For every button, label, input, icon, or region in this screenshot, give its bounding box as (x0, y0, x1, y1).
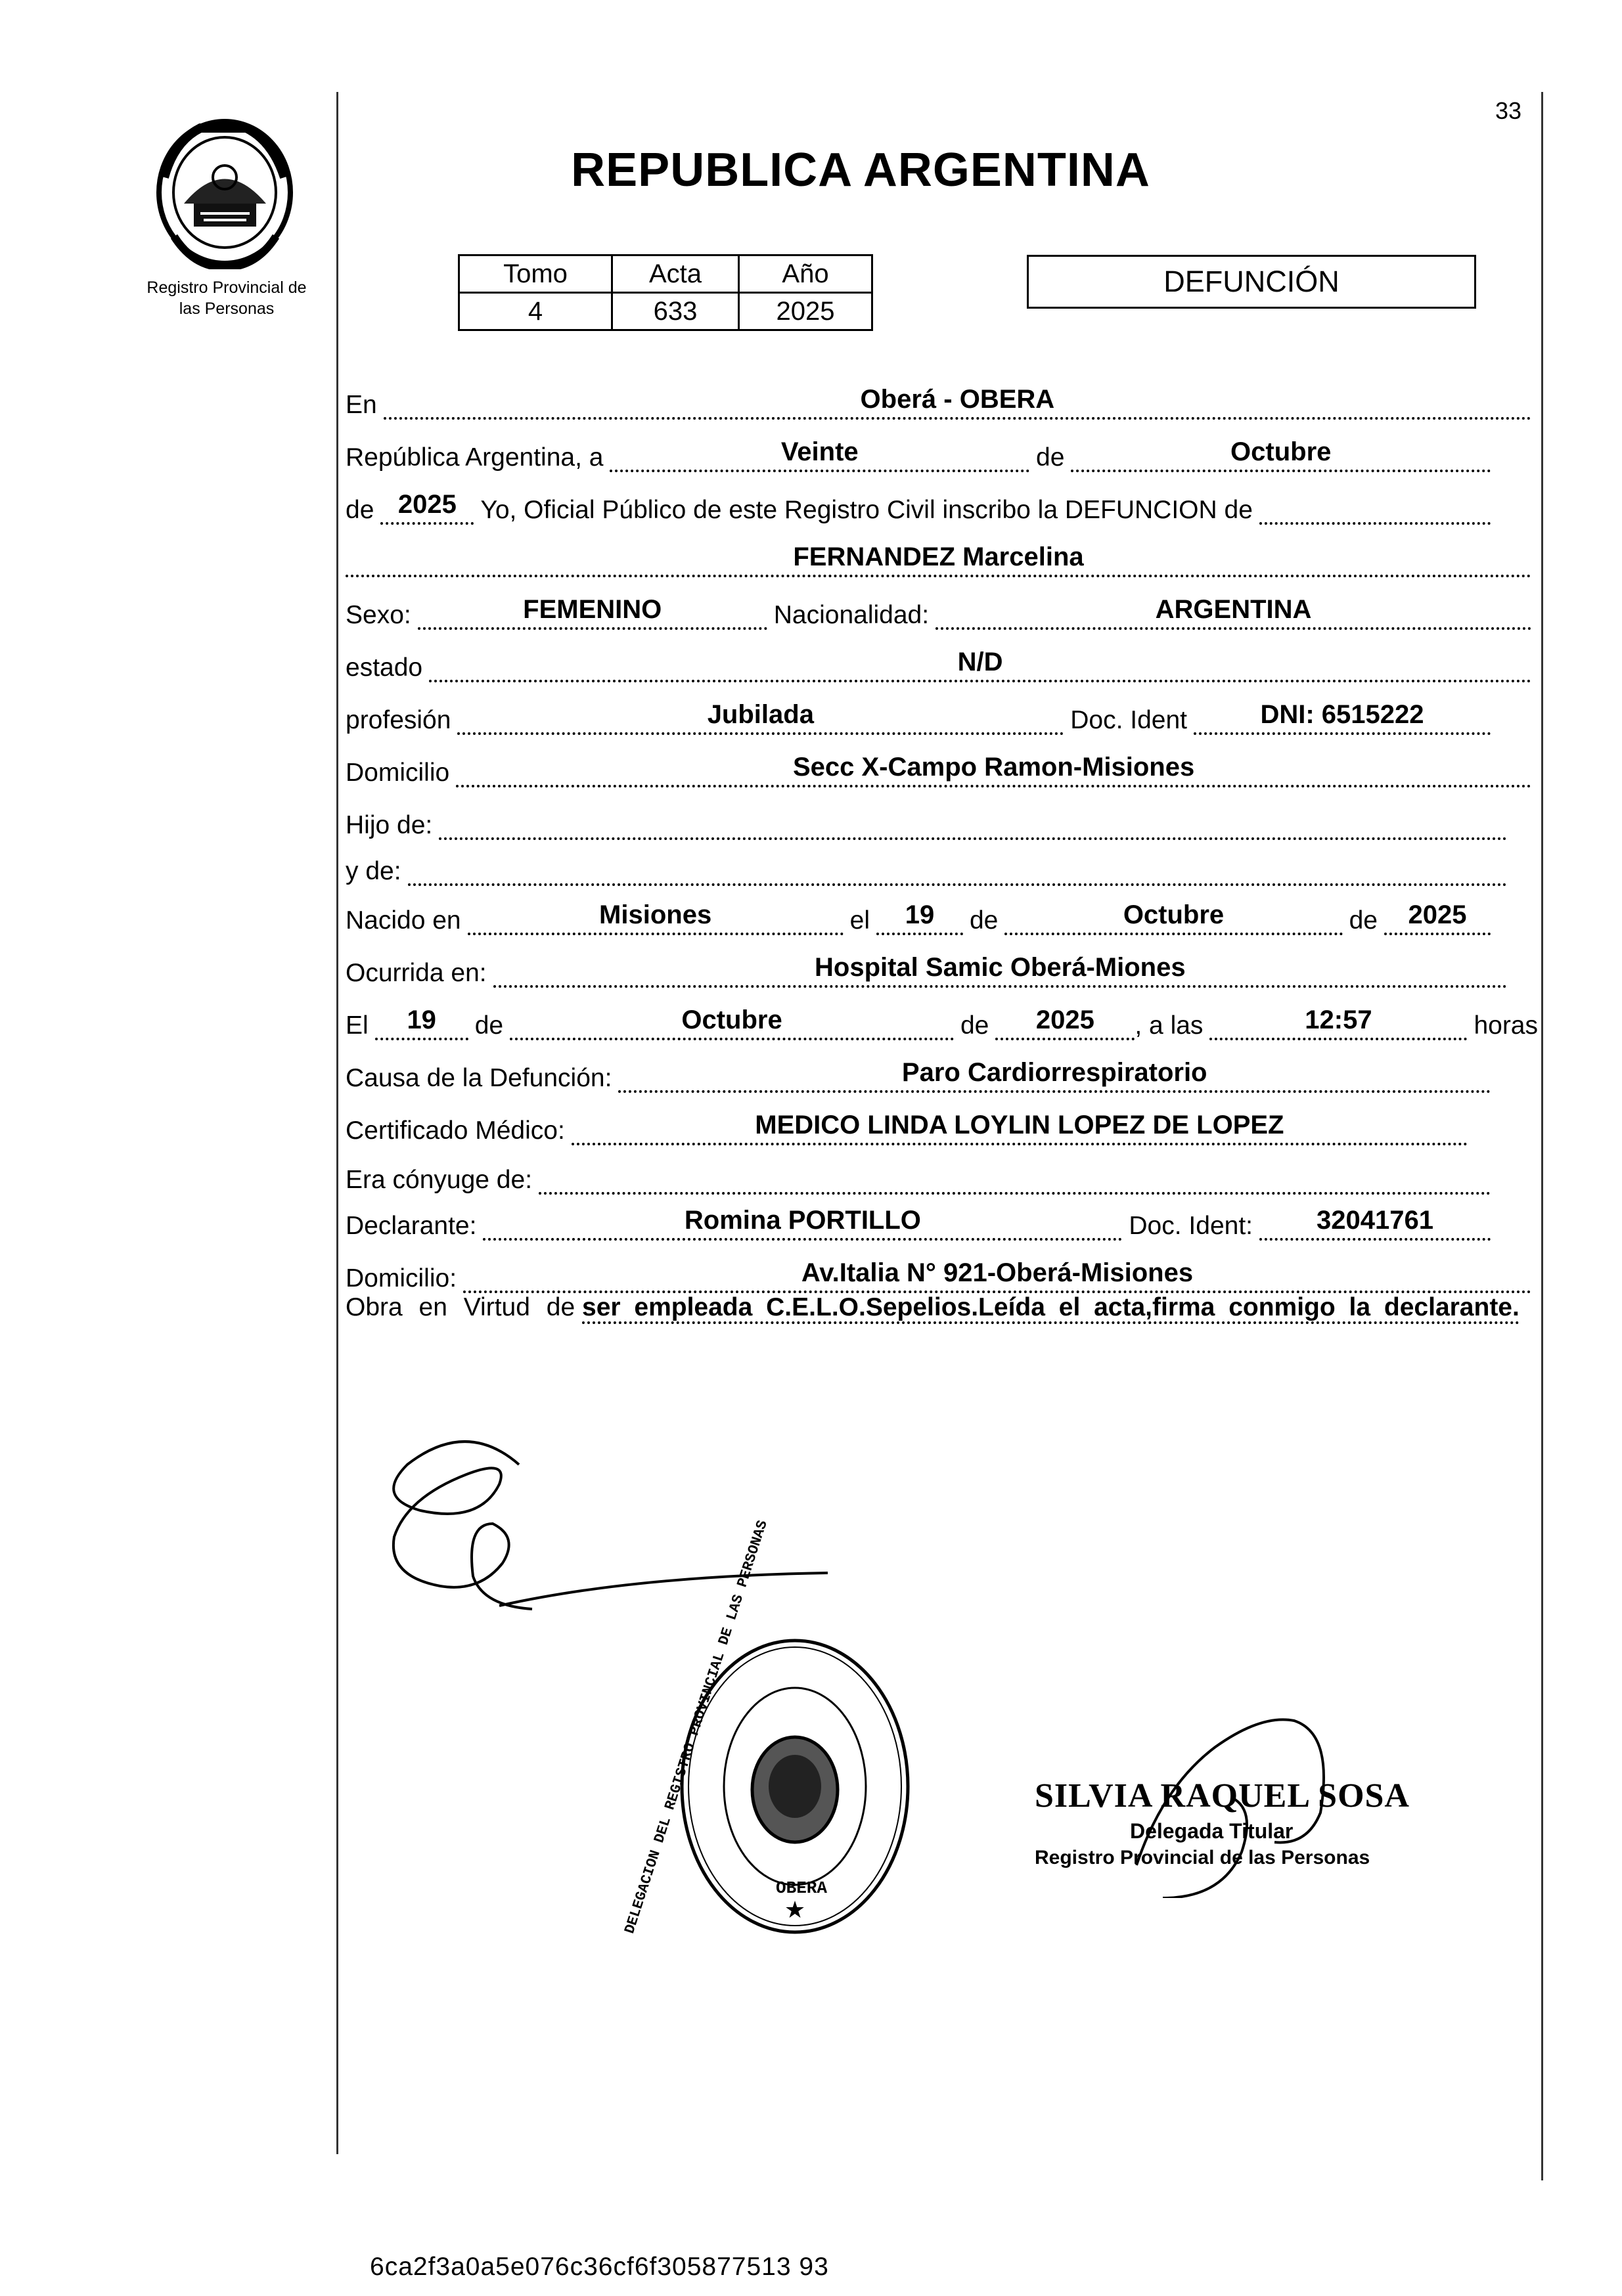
obra-value: ser empleada C.E.L.O.Sepelios.Leída el acta,firma conmigo la declarante. (582, 1293, 1520, 1324)
birth-month-value: Octubre (1004, 900, 1342, 935)
registry-caption (112, 277, 342, 319)
ocurrida-value: Hospital Samic Oberá-Miones (493, 953, 1507, 988)
causa-label: Causa de la Defunción: (346, 1064, 612, 1092)
obra-label: Obra en Virtud de (346, 1293, 575, 1321)
republic-label: República Argentina, a (346, 443, 604, 472)
inscription-text: Yo, Oficial Público de este Registro Civil inscribo la DEFUNCION de (480, 496, 1253, 524)
page-number: 33 (1495, 97, 1522, 124)
profesion-label: profesión (346, 706, 451, 734)
declarante-doc-value: 32041761 (1259, 1206, 1491, 1241)
row-birth (346, 893, 1497, 935)
conyuge-label: Era cónyuge de: (346, 1166, 533, 1194)
death-de-label-2: de (960, 1011, 989, 1040)
sexo-label: Sexo: (346, 601, 411, 629)
seal-outer-text: DELEGACION DEL REGISTRO PROVINCIAL DE LAS PERSONAS (621, 1518, 771, 1936)
row-address (346, 745, 1538, 787)
de-label-2: de (346, 496, 374, 524)
conyuge-blank (539, 1163, 1491, 1195)
row-inscription (346, 483, 1497, 525)
acta-value: 633 (612, 293, 739, 330)
declarante-label: Declarante: (346, 1212, 477, 1240)
estado-value: N/D (429, 648, 1531, 682)
inscription-blank (1259, 493, 1491, 525)
row-spouse (346, 1153, 1497, 1195)
hijo-blank (439, 808, 1507, 840)
left-margin-rule (336, 92, 338, 2154)
death-day-value: 19 (375, 1005, 468, 1040)
obra-paragraph (346, 1291, 1538, 1325)
ano-header: Año (739, 255, 872, 293)
death-el-label: El (346, 1011, 369, 1040)
tomo-header: Tomo (459, 255, 612, 293)
registry-caption-line1: Registro Provincial de (146, 278, 307, 297)
seal-text (621, 1518, 893, 1936)
province-emblem-graphic (154, 115, 296, 269)
acta-header: Acta (612, 255, 739, 293)
birth-year-value: 2025 (1384, 900, 1491, 935)
tomo-value: 4 (459, 293, 612, 330)
death-year-value: 2025 (995, 1005, 1135, 1040)
row-occurred (346, 946, 1514, 988)
nacido-value: Misiones (468, 900, 844, 935)
row-deceased-name (346, 535, 1538, 577)
doc-value: DNI: 6515222 (1194, 700, 1491, 735)
svg-text:★: ★ (784, 1896, 806, 1923)
causa-value: Paro Cardiorrespiratorio (618, 1058, 1491, 1093)
estado-label: estado (346, 653, 423, 682)
birth-de-label-1: de (969, 906, 999, 935)
birth-day-value: 19 (876, 900, 963, 935)
place-value: Oberá - OBERA (384, 385, 1531, 420)
seal-bottom-text: OBERA (775, 1878, 827, 1898)
row-profession (346, 693, 1497, 735)
deceased-name-value: FERNANDEZ Marcelina (346, 542, 1531, 577)
el-label: el (849, 906, 870, 935)
domicilio-value: Secc X-Campo Ramon-Misiones (456, 753, 1531, 787)
volume-table-header-row (459, 255, 872, 293)
row-parent-1 (346, 798, 1514, 840)
certificado-value: MEDICO LINDA LOYLIN LOPEZ DE LOPEZ (572, 1111, 1468, 1145)
hijo-label: Hijo de: (346, 811, 433, 839)
nacido-label: Nacido en (346, 906, 461, 935)
nacionalidad-value: ARGENTINA (935, 595, 1531, 630)
domicilio2-value: Av.Italia N° 921-Oberá-Misiones (463, 1258, 1531, 1293)
ocurrida-label: Ocurrida en: (346, 959, 487, 987)
certificado-label: Certificado Médico: (346, 1116, 565, 1145)
yde-label: y de: (346, 857, 401, 885)
row-place (346, 378, 1538, 420)
right-margin-rule (1541, 92, 1543, 2180)
nacionalidad-label: Nacionalidad: (773, 601, 930, 629)
en-label: En (346, 391, 377, 419)
page-title: REPUBLICA ARGENTINA (571, 144, 1150, 196)
row-medical-certificate (346, 1103, 1474, 1145)
day-word-value: Veinte (610, 437, 1029, 472)
death-month-value: Octubre (510, 1005, 954, 1040)
row-declarant (346, 1199, 1497, 1241)
alas-label: , a las (1135, 1011, 1204, 1040)
death-de-label-1: de (474, 1011, 504, 1040)
yde-blank (408, 854, 1507, 886)
row-death-datetime (346, 998, 1538, 1040)
domicilio-label: Domicilio (346, 759, 450, 787)
registry-caption-line2: las Personas (179, 299, 275, 318)
record-type-box: DEFUNCIÓN (1027, 255, 1476, 309)
declarante-doc-label: Doc. Ident: (1129, 1212, 1253, 1240)
row-declarant-address (346, 1251, 1538, 1293)
signer-name: SILVIA RAQUEL SOSA (1035, 1777, 1410, 1815)
month-value: Octubre (1071, 437, 1491, 472)
profesion-value: Jubilada (457, 700, 1064, 735)
ano-value: 2025 (739, 293, 872, 330)
declarante-value: Romina PORTILLO (483, 1206, 1122, 1241)
row-cause (346, 1051, 1497, 1093)
signer-organization: Registro Provincial de las Personas (1035, 1847, 1370, 1868)
death-time-value: 12:57 (1209, 1005, 1467, 1040)
domicilio2-label: Domicilio: (346, 1264, 457, 1292)
volume-table-value-row (459, 293, 872, 330)
row-parent-2 (346, 844, 1514, 886)
row-civil-status (346, 640, 1538, 682)
de-label-1: de (1036, 443, 1065, 472)
signer-role: Delegada Titular (1130, 1819, 1294, 1843)
doc-label: Doc. Ident (1070, 706, 1187, 734)
document-hash: 6ca2f3a0a5e076c36cf6f305877513 93 (370, 2253, 829, 2281)
row-date (346, 430, 1497, 472)
horas-label: horas (1474, 1011, 1538, 1040)
province-emblem (154, 115, 296, 269)
row-sex-nationality (346, 588, 1538, 630)
sexo-value: FEMENINO (418, 595, 767, 630)
birth-de-label-2: de (1349, 906, 1378, 935)
volume-table (458, 254, 873, 331)
year-value: 2025 (380, 490, 474, 525)
